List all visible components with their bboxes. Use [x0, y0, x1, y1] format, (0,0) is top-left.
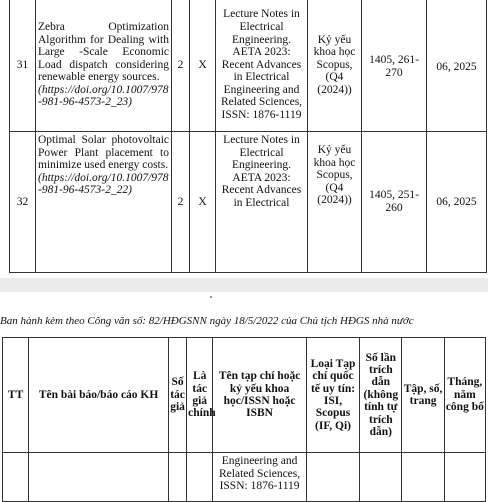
article-title: Zebra Optimization Algorithm for Dealing with Large -Scale Economic Load dispatch considering renewable energy sources.	[38, 20, 169, 84]
article-title-cell	[36, 0, 172, 132]
cell-date	[444, 453, 485, 502]
header-authors: Số tác giả	[169, 338, 187, 453]
main-author-mark: X	[190, 0, 216, 132]
header-name: Tên bài báo/báo cáo KH	[29, 338, 169, 453]
cell-main	[187, 453, 213, 502]
article-title-cell	[36, 132, 172, 273]
table-row	[3, 453, 486, 502]
venue-type: Kỷ yếu khoa học Scopus, (Q4 (2024))	[308, 132, 362, 273]
publications-table-page2	[2, 337, 486, 502]
header-note: Ban hành kèm theo Công văn số: 82/HĐGSNN ngày 18/5/2022 của Chủ tịch HĐGS nhà nước	[0, 315, 414, 327]
header-tt: TT	[3, 338, 29, 453]
venue-continuation: Engineering and Related Sciences, ISSN: 1876-1119	[213, 453, 307, 502]
cell-authors	[169, 453, 187, 502]
article-title: Optimal Solar photovoltaic Power Plant placement to minimize used energy costs.	[38, 134, 169, 172]
publish-date: 06, 2025	[427, 132, 487, 273]
publications-table-page1	[9, 0, 487, 273]
scan-dot	[210, 296, 212, 298]
venue-type: Kỷ yếu khoa học Scopus, (Q4 (2024))	[308, 0, 362, 132]
table-header-row	[3, 338, 486, 453]
main-author-mark: X	[190, 132, 216, 273]
venue: Lecture Notes in Electrical Engineering. AETA 2023: Recent Advances in Electrical	[216, 132, 308, 273]
header-date: Tháng, năm công bố	[444, 338, 485, 453]
article-doi[interactable]: (https://doi.org/10.1007/978-981-96-4573-2_22)	[38, 171, 169, 197]
header-pages: Tập, số, trang	[402, 338, 444, 453]
header-type: Loại Tạp chí quốc tế uy tín: ISI, Scopus (IF, Qi)	[306, 338, 359, 453]
cell-tt	[3, 453, 29, 502]
cell-cites	[360, 453, 402, 502]
row-number: 32	[10, 132, 36, 273]
cell-name	[29, 453, 169, 502]
cell-pages	[402, 453, 444, 502]
table-row	[10, 0, 487, 132]
header-venue: Tên tạp chí hoặc kỷ yếu khoa học/ISSN hoặc ISBN	[213, 338, 307, 453]
cell-type	[306, 453, 359, 502]
article-doi[interactable]: (https://doi.org/10.1007/978-981-96-4573-2_23)	[38, 83, 169, 109]
table-row	[10, 132, 487, 273]
publish-date: 06, 2025	[427, 0, 487, 132]
volume-pages: 1405, 251-260	[362, 132, 427, 273]
author-count: 2	[172, 132, 190, 273]
header-citations: Số lần trích dẫn (không tính tự trích dẫn)	[360, 338, 402, 453]
author-count: 2	[172, 0, 190, 132]
venue: Lecture Notes in Electrical Engineering. AETA 2023: Recent Advances in Electrical Engineering and Related Sciences, ISSN: 1876-1119	[216, 0, 308, 132]
page-break	[0, 278, 488, 292]
header-main-author: Là tác giả chính	[187, 338, 213, 453]
volume-pages: 1405, 261-270	[362, 0, 427, 132]
row-number: 31	[10, 0, 36, 132]
